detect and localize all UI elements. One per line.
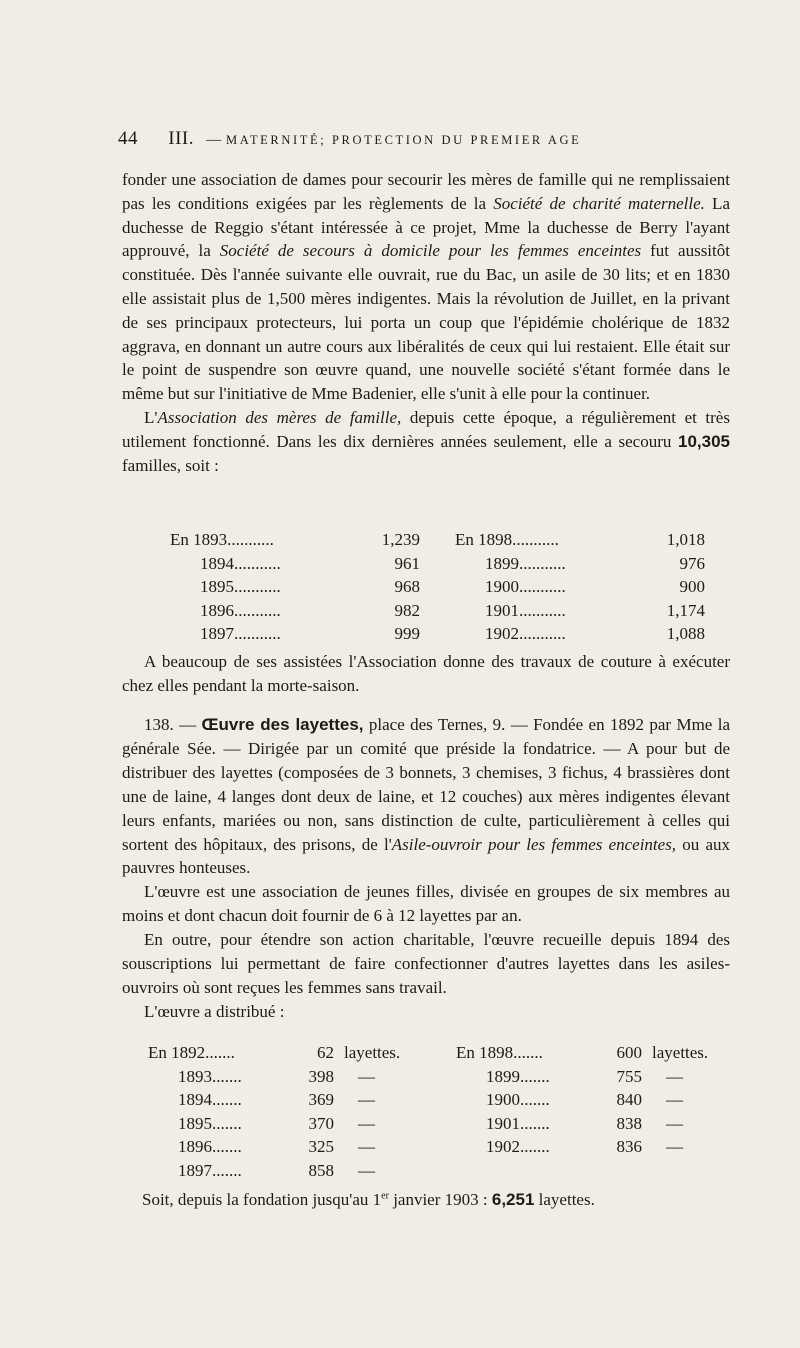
running-header bbox=[118, 128, 688, 150]
row-year: En 1898 bbox=[456, 1043, 514, 1062]
row-leader-dots: ....... bbox=[520, 1137, 550, 1156]
text-run: Soit, depuis la fondation jusqu'au 1 bbox=[142, 1190, 382, 1209]
section-number-138: 138. — bbox=[144, 715, 197, 734]
row-leader-dots: ....... bbox=[520, 1113, 550, 1133]
row-value: 1,239 bbox=[381, 530, 420, 549]
row-year: 1900 bbox=[485, 577, 519, 596]
row-label-group bbox=[455, 528, 559, 552]
row-label-group bbox=[170, 622, 281, 646]
row-label-group bbox=[170, 528, 274, 552]
row-value: 900 bbox=[679, 577, 705, 596]
row-year: 1902 bbox=[485, 624, 519, 643]
row-value: 1,088 bbox=[666, 624, 705, 643]
row-unit: — bbox=[666, 1090, 683, 1109]
row-unit: — bbox=[358, 1160, 375, 1180]
row-value: 369 bbox=[308, 1090, 334, 1109]
row-year: 1895 bbox=[178, 1113, 212, 1133]
text-run: familles, soit : bbox=[122, 455, 219, 475]
families-table-row bbox=[170, 528, 420, 552]
row-year: 1894 bbox=[178, 1090, 212, 1109]
header-dash: — bbox=[206, 132, 222, 148]
row-leader-dots: ........... bbox=[512, 530, 559, 549]
families-table-right-column bbox=[455, 528, 705, 646]
layettes-table-row bbox=[148, 1065, 400, 1089]
layettes-table-row bbox=[148, 1041, 400, 1065]
families-table-row bbox=[455, 528, 705, 552]
paragraph-association bbox=[122, 406, 730, 477]
row-label-group bbox=[455, 599, 566, 623]
text-run: L' bbox=[144, 407, 158, 427]
row-value: 62 bbox=[317, 1043, 334, 1062]
row-year-group bbox=[456, 1135, 604, 1159]
layettes-table-row bbox=[148, 1159, 400, 1183]
row-leader-dots: ........... bbox=[234, 624, 281, 643]
row-year: 1902 bbox=[486, 1137, 520, 1156]
row-leader-dots: ....... bbox=[520, 1066, 550, 1086]
row-year-group bbox=[148, 1159, 296, 1183]
bold-total-layettes: 6,251 bbox=[491, 1190, 535, 1209]
row-year: 1901 bbox=[486, 1113, 520, 1133]
row-year: En 1892 bbox=[148, 1043, 206, 1062]
families-table-row bbox=[170, 599, 420, 623]
layettes-table-right-column bbox=[456, 1041, 708, 1159]
families-table-left-column bbox=[170, 528, 420, 646]
paragraph-subscriptions: En outre, pour étendre son action charitable, l'œuvre recueille depuis 1894 des souscriptions lui permettant de faire confectionner d'autres layettes dans les asiles-ouvroirs où sont reçues les femmes sans travail. bbox=[122, 930, 730, 997]
row-leader-dots: ........... bbox=[234, 553, 281, 573]
row-year: 1897 bbox=[200, 624, 234, 643]
row-value: 968 bbox=[394, 577, 420, 596]
row-unit: — bbox=[666, 1066, 683, 1086]
layettes-table-row bbox=[148, 1135, 400, 1159]
row-year: En 1893 bbox=[170, 530, 228, 549]
row-label-group bbox=[455, 552, 566, 576]
families-table-row bbox=[170, 552, 420, 576]
body-text bbox=[122, 168, 730, 477]
body-text-continued bbox=[122, 650, 730, 698]
layettes-table-row bbox=[148, 1088, 400, 1112]
row-year: 1895 bbox=[200, 577, 234, 596]
row-unit: layettes. bbox=[344, 1043, 401, 1062]
row-unit: — bbox=[666, 1137, 683, 1156]
row-year: 1897 bbox=[178, 1160, 212, 1180]
row-value: 1,174 bbox=[666, 600, 705, 620]
row-value: 1,018 bbox=[666, 530, 705, 549]
text-run: layettes. bbox=[534, 1190, 595, 1209]
row-value: 325 bbox=[308, 1137, 334, 1156]
row-value: 836 bbox=[616, 1137, 642, 1156]
row-value: 858 bbox=[308, 1160, 334, 1180]
row-leader-dots: ....... bbox=[212, 1090, 242, 1109]
layettes-table-row bbox=[456, 1088, 708, 1112]
layettes-table-row bbox=[456, 1135, 708, 1159]
row-leader-dots: ........... bbox=[519, 624, 566, 643]
section-title: Œuvre des layettes, bbox=[201, 715, 364, 734]
paragraph-sewing-work: A beaucoup de ses assistées l'Association donne des travaux de couture à exécuter chez elles pendant la morte-saison. bbox=[122, 652, 730, 695]
row-leader-dots: ....... bbox=[212, 1137, 242, 1156]
row-year-group bbox=[148, 1041, 296, 1065]
row-label-group bbox=[455, 622, 566, 646]
row-year-group bbox=[148, 1088, 296, 1112]
families-table-row bbox=[170, 575, 420, 599]
row-value: 600 bbox=[616, 1043, 642, 1062]
row-year: 1899 bbox=[485, 553, 519, 573]
families-table-row bbox=[455, 552, 705, 576]
layettes-table-row bbox=[456, 1112, 708, 1136]
row-unit: — bbox=[358, 1137, 375, 1156]
italic-society-name: Société de charité maternelle. bbox=[493, 193, 705, 213]
row-year-group bbox=[148, 1112, 296, 1136]
row-value: 976 bbox=[679, 553, 705, 573]
row-leader-dots: ........... bbox=[227, 530, 274, 549]
text-run: depuis cette époque, a régulièrement et très utilement fonctionné. Dans les dix dernières années seulement, elle a secouru bbox=[122, 407, 730, 451]
row-value: 838 bbox=[616, 1113, 642, 1133]
row-year: En 1898 bbox=[455, 530, 513, 549]
row-year-group bbox=[456, 1065, 604, 1089]
row-leader-dots: ....... bbox=[212, 1113, 242, 1133]
row-year: 1899 bbox=[486, 1066, 520, 1086]
row-year-group bbox=[456, 1112, 604, 1136]
row-label-group bbox=[170, 599, 281, 623]
text-run: place des Ternes, 9. — Fondée en 1892 par Mme la générale Sée. — Dirigée par un comité que préside la fondatrice. — A pour but de distribuer des layettes (composées de 3 bonnets, 3 chemises, 3 fichus, 4 brassières dont une de laine, 4 langes dont deux de laine, et 12 couches) aux mères indigentes élevant leurs enfants, mariées ou non, sans distinction de culte, particulièrement à celles qui sortent des hôpitaux, des prisons, de l' bbox=[122, 715, 730, 854]
row-value: 961 bbox=[394, 553, 420, 573]
row-year-group bbox=[148, 1065, 296, 1089]
running-title: MATERNITÉ; PROTECTION DU PREMIER AGE bbox=[225, 133, 582, 147]
section-138 bbox=[122, 713, 730, 1024]
row-leader-dots: ........... bbox=[519, 600, 566, 620]
row-value: 982 bbox=[394, 600, 420, 620]
text-run: fonder une association de dames pour secourir les mères de famille qui ne remplissaient pas les conditions exigées par les règlements de la bbox=[122, 170, 730, 213]
page-number: 44 bbox=[118, 128, 138, 149]
section-number: III. bbox=[168, 128, 194, 149]
section-138-heading-paragraph bbox=[122, 713, 730, 880]
row-value: 370 bbox=[308, 1113, 334, 1133]
row-leader-dots: ........... bbox=[234, 577, 281, 596]
italic-asile-name: Asile-ouvroir pour les femmes enceintes, bbox=[391, 834, 677, 854]
row-value: 999 bbox=[394, 624, 420, 643]
final-total-line bbox=[142, 1190, 742, 1210]
row-value: 398 bbox=[308, 1066, 334, 1086]
row-leader-dots: ....... bbox=[205, 1043, 235, 1062]
layettes-table-left-column bbox=[148, 1041, 400, 1182]
layettes-table-row bbox=[456, 1065, 708, 1089]
row-unit: — bbox=[358, 1066, 375, 1086]
italic-society-name: Société de secours à domicile pour les femmes enceintes bbox=[219, 241, 642, 261]
families-table-row bbox=[455, 599, 705, 623]
bold-total-families: 10,305 bbox=[678, 431, 730, 451]
row-unit: — bbox=[358, 1090, 375, 1109]
row-year: 1900 bbox=[486, 1090, 520, 1109]
row-year: 1894 bbox=[200, 553, 234, 573]
row-leader-dots: ....... bbox=[513, 1043, 543, 1062]
superscript: er bbox=[381, 1190, 389, 1202]
row-year-group bbox=[148, 1135, 296, 1159]
layettes-table-row bbox=[148, 1112, 400, 1136]
row-year: 1901 bbox=[485, 600, 519, 620]
text-run: ou aux pauvres honteuses. bbox=[122, 834, 731, 878]
row-unit: — bbox=[666, 1113, 683, 1133]
row-label-group bbox=[170, 575, 281, 599]
text-run: La duchesse de Reggio s'étant intéressée à ce projet, Mme la duchesse de Berry l'ayant approuvé, la bbox=[122, 193, 730, 261]
row-year-group bbox=[456, 1041, 604, 1065]
paragraph-distributed: L'œuvre a distribué : bbox=[144, 1001, 285, 1021]
families-table-row bbox=[455, 622, 705, 646]
paragraph-society-history bbox=[122, 168, 730, 406]
row-year: 1893 bbox=[178, 1066, 212, 1086]
text-run: fut aussitôt constituée. Dès l'année suivante elle ouvrait, rue du Bac, un asile de 30 lits; et en 1830 elle assistait plus de 1,500 mères indigentes. Mais la révolution de Juillet, en la privant de ses principaux protecteurs, lui porta un coup que l'épidémie cholérique de 1832 aggrava, en donnant un autre cours aux libéralités de ceux qui lui restaient. Elle était sur le point de suspendre son œuvre quand, une nouvelle société s'étant formée dans le même but sur l'initiative de Mme Badenier, elle s'unit à elle pour la continuer. bbox=[122, 241, 730, 404]
row-year: 1896 bbox=[178, 1137, 212, 1156]
row-unit: layettes. bbox=[652, 1043, 709, 1062]
row-value: 755 bbox=[616, 1066, 642, 1086]
row-year-group bbox=[456, 1088, 604, 1112]
row-leader-dots: ....... bbox=[520, 1090, 550, 1109]
row-label-group bbox=[170, 552, 281, 576]
layettes-table-row bbox=[456, 1041, 708, 1065]
row-unit: — bbox=[358, 1113, 375, 1133]
text-run: janvier 1903 : bbox=[388, 1190, 492, 1209]
row-leader-dots: ....... bbox=[212, 1160, 242, 1180]
paragraph-association-members: L'œuvre est une association de jeunes filles, divisée en groupes de six membres au moins et dont chacun doit fournir de 6 à 12 layettes par an. bbox=[122, 882, 730, 926]
row-value: 840 bbox=[616, 1090, 642, 1109]
row-label-group bbox=[455, 575, 566, 599]
row-year: 1896 bbox=[200, 600, 234, 620]
italic-association-name: Association des mères de famille, bbox=[157, 407, 402, 427]
row-leader-dots: ........... bbox=[519, 553, 566, 573]
families-table-row bbox=[170, 622, 420, 646]
families-table-row bbox=[455, 575, 705, 599]
row-leader-dots: ........... bbox=[234, 600, 281, 620]
row-leader-dots: ........... bbox=[519, 577, 566, 596]
row-leader-dots: ....... bbox=[212, 1066, 242, 1086]
